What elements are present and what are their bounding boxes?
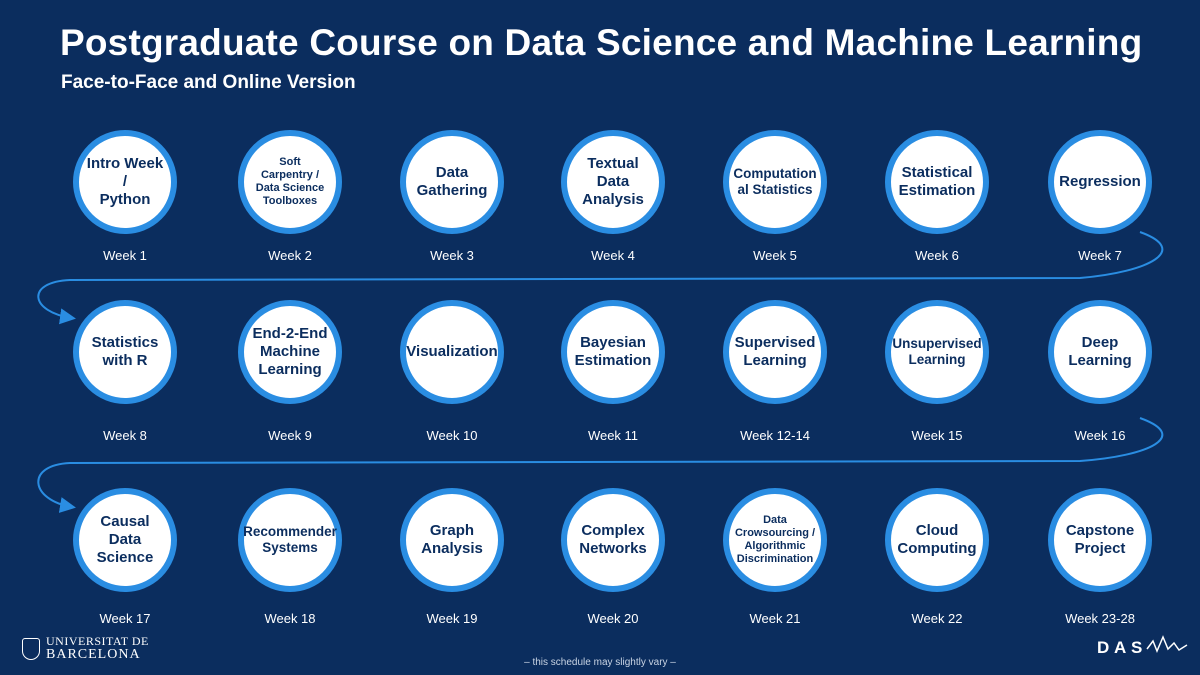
module-title: Data Crowsourcing / Algorithmic Discrimination: [734, 513, 816, 566]
course-module: [400, 300, 504, 404]
course-module: [238, 488, 342, 592]
module-week: Week 11: [587, 428, 639, 443]
module-week: Week 8: [103, 428, 147, 443]
course-module: [73, 488, 177, 592]
course-module: [400, 130, 504, 234]
module-title: Intro Week / Python: [86, 155, 164, 208]
module-title: Statistics with R: [91, 334, 159, 369]
module-week: Week 12-14: [740, 428, 810, 443]
university-name-line2: BARCELONA: [46, 646, 141, 662]
module-title: Capstone Project: [1065, 522, 1135, 557]
page-title: Postgraduate Course on Data Science and Machine Learning: [60, 22, 1143, 63]
course-module: [1048, 300, 1152, 404]
module-title: Graph Analysis: [421, 522, 483, 557]
module-week: Week 6: [915, 248, 959, 263]
module-title: Data Gathering: [416, 164, 488, 199]
course-module: [73, 130, 177, 234]
course-module: [885, 488, 989, 592]
module-week: Week 4: [591, 248, 635, 263]
course-module: [723, 300, 827, 404]
module-title: Recommender Systems: [243, 523, 337, 555]
module-week: Week 5: [753, 248, 797, 263]
module-title: Visualization: [406, 343, 498, 360]
module-week: Week 18: [264, 611, 316, 626]
module-title: Cloud Computing: [897, 522, 977, 557]
module-title: Supervised Learning: [734, 334, 816, 369]
module-week: Week 7: [1078, 248, 1122, 263]
course-module: [400, 488, 504, 592]
course-module: [1048, 488, 1152, 592]
course-module: [885, 300, 989, 404]
schedule-disclaimer: – this schedule may slightly vary –: [524, 657, 676, 668]
module-week: Week 20: [587, 611, 639, 626]
module-title: Statistical Estimation: [898, 164, 976, 199]
course-module: [238, 130, 342, 234]
module-week: Week 10: [426, 428, 478, 443]
module-title: End-2-End Machine Learning: [252, 325, 328, 378]
module-title: Regression: [1059, 173, 1141, 190]
course-module: [238, 300, 342, 404]
module-week: Week 16: [1074, 428, 1126, 443]
module-week: Week 21: [749, 611, 801, 626]
module-title: Soft Carpentry / Data Science Toolboxes: [255, 155, 325, 208]
module-title: Computation al Statistics: [733, 165, 817, 197]
module-title: Complex Networks: [579, 522, 647, 557]
course-module: [885, 130, 989, 234]
course-module: [723, 130, 827, 234]
module-week: Week 22: [911, 611, 963, 626]
module-week: Week 23-28: [1065, 611, 1135, 626]
das-logo: [1095, 633, 1190, 666]
course-module: [561, 488, 665, 592]
module-title: Textual Data Analysis: [582, 155, 644, 208]
module-week: Week 15: [911, 428, 963, 443]
module-title: Causal Data Science: [96, 513, 154, 566]
module-week: Week 17: [99, 611, 151, 626]
module-title: Unsupervised Learning: [892, 335, 982, 367]
university-name-line1: UNIVERSITAT DE: [46, 634, 149, 648]
module-week: Week 9: [268, 428, 312, 443]
module-week: Week 3: [430, 248, 474, 263]
course-module: [73, 300, 177, 404]
course-module: [561, 300, 665, 404]
module-title: Bayesian Estimation: [574, 334, 652, 369]
module-title: Deep Learning: [1068, 334, 1132, 369]
das-logo-text: D A S: [1097, 638, 1143, 657]
course-module: [1048, 130, 1152, 234]
module-week: Week 1: [103, 248, 147, 263]
course-module: [561, 130, 665, 234]
module-week: Week 19: [426, 611, 478, 626]
page-subtitle: Face-to-Face and Online Version: [61, 72, 356, 93]
course-module: [723, 488, 827, 592]
module-week: Week 2: [268, 248, 312, 263]
